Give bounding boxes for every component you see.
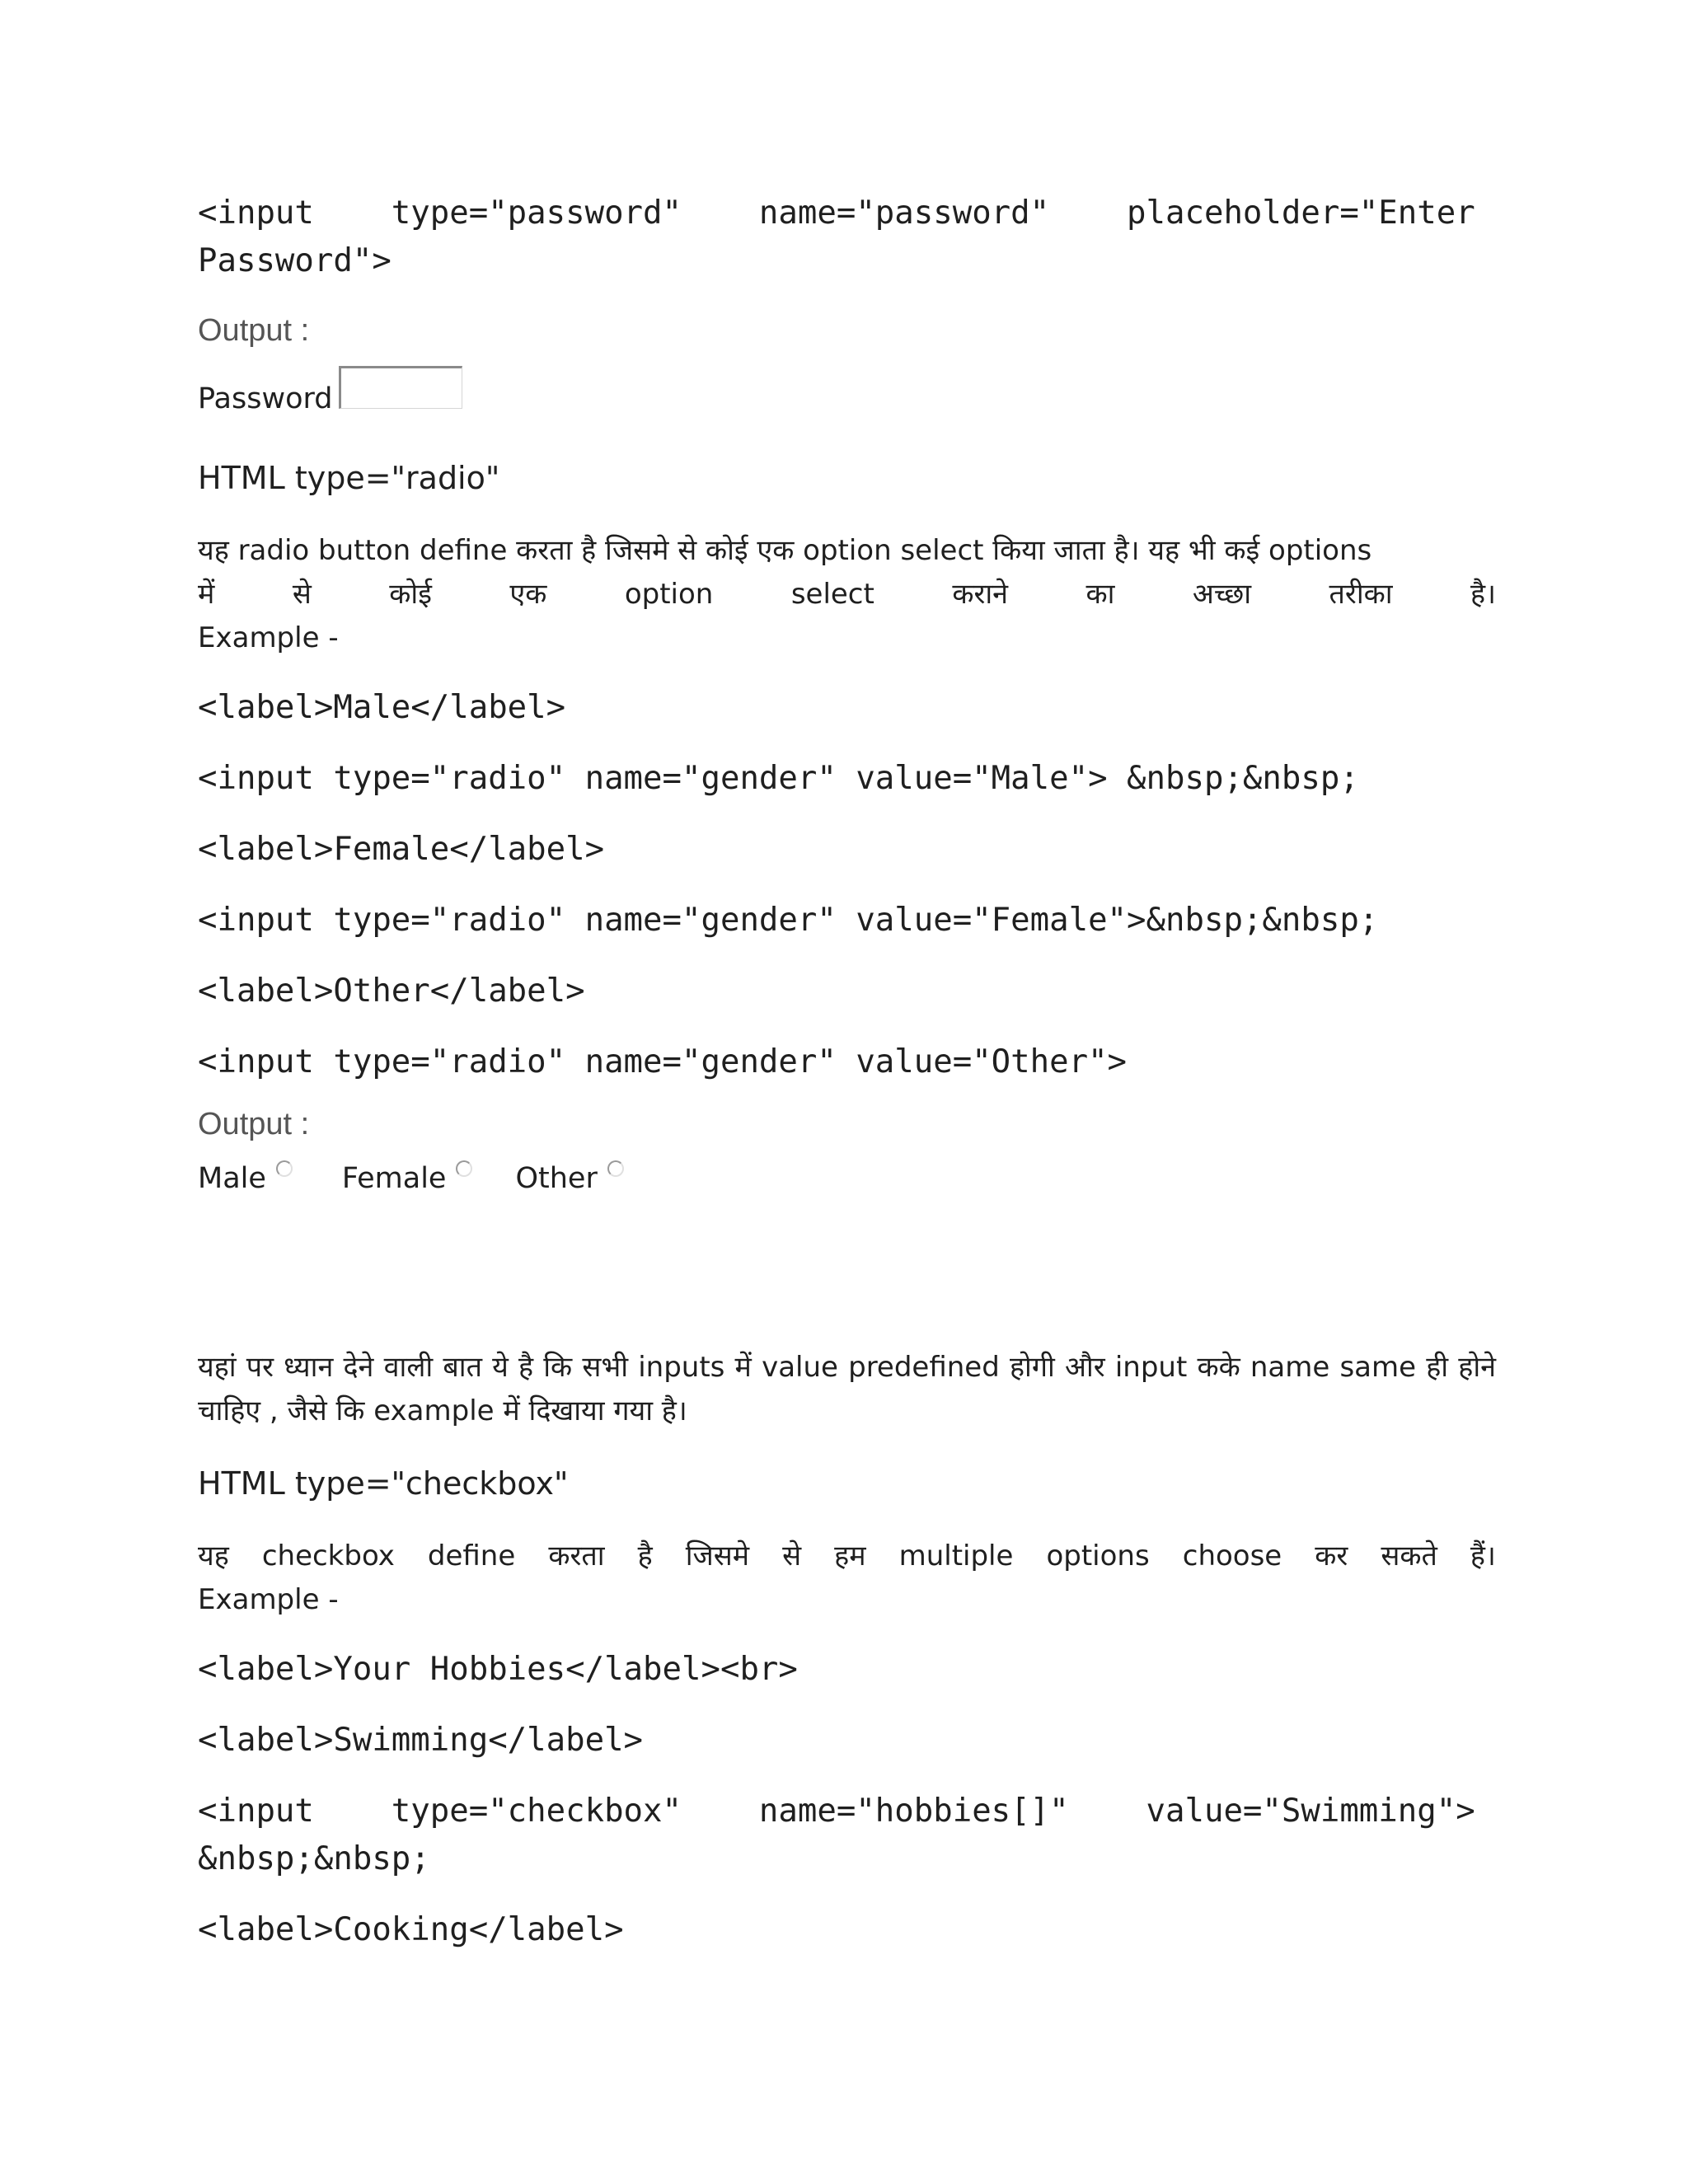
radio-demo (198, 1162, 624, 1195)
password-label: Password (198, 382, 333, 415)
radio-option-female (342, 1162, 473, 1195)
code-line: &nbsp;&nbsp; (198, 1840, 430, 1877)
radio-description-line1: यह radio button define करता है जिसमे से कोई एक option select किया जाता है। यह भी कई options (198, 534, 1372, 567)
radio-button-other[interactable] (607, 1160, 624, 1177)
code-line: <label>Swimming</label> (198, 1722, 644, 1759)
password-field[interactable] (339, 366, 462, 409)
output-label: Output : (198, 1107, 310, 1141)
password-demo (198, 373, 462, 415)
code-line: <input type="checkbox" name="hobbies[]" value="Swimming"> (198, 1793, 1475, 1830)
code-line: <label>Female</label> (198, 831, 605, 868)
code-password-input-cont: Password"> (198, 242, 392, 279)
code-line: <input type="radio" name="gender" value="Female">&nbsp;&nbsp; (198, 902, 1379, 939)
radio-label-male: Male (198, 1162, 266, 1195)
code-line: <label>Cooking</label> (198, 1911, 624, 1948)
checkbox-description-line1: यह checkbox define करता है जिसमे से हम multiple options choose कर सकते हैं। (198, 1540, 1496, 1572)
code-line: <input type="radio" name="gender" value="Male"> &nbsp;&nbsp; (198, 760, 1359, 797)
code-line: <input type="radio" name="gender" value="Other"> (198, 1043, 1128, 1080)
radio-description-line2: में से कोई एक option select कराने का अच्छा तरीका है। (198, 578, 1496, 611)
radio-button-male[interactable] (276, 1160, 293, 1177)
radio-label-female: Female (341, 1162, 447, 1195)
checkbox-example-label: Example - (198, 1583, 339, 1616)
radio-option-male (198, 1162, 293, 1195)
radio-option-other (515, 1162, 623, 1195)
radio-label-other: Other (515, 1162, 598, 1195)
code-line: <label>Male</label> (198, 689, 566, 726)
code-password-input: <input type="password" name="password" placeholder="Enter (198, 194, 1475, 232)
radio-example-label: Example - (198, 621, 339, 654)
radio-button-female[interactable] (456, 1160, 472, 1177)
radio-note: यहां पर ध्यान देने वाली बात ये है कि सभी inputs में value predefined होगी और input कके name same ही होने चाहिए , जैसे कि example में दिखाया गया है। (198, 1351, 1496, 1427)
output-label: Output : (198, 313, 310, 348)
code-line: <label>Your Hobbies</label><br> (198, 1651, 798, 1688)
radio-heading: HTML type="radio" (198, 460, 500, 496)
code-line: <label>Other</label> (198, 972, 585, 1010)
checkbox-heading: HTML type="checkbox" (198, 1465, 569, 1502)
